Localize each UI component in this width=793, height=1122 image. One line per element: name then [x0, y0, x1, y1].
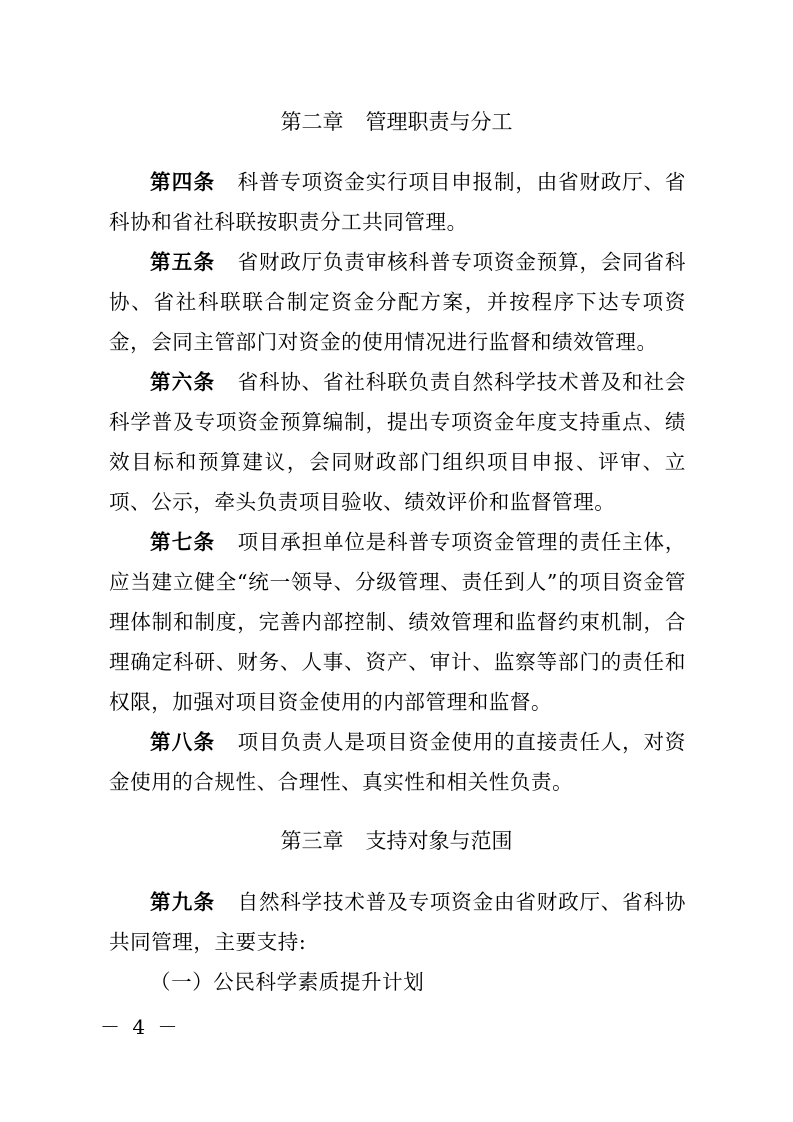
chapter-title: 管理职责与分工 [365, 110, 513, 134]
article-number: 第六条 [150, 370, 216, 394]
article-7 [109, 522, 686, 722]
article-text: 省财政厅负责审核科普专项资金预算，会同省科协、省社科联联合制定资金分配方案，并按程序下达专项资金，会同主管部门对资金的使用情况进行监督和绩效管理。 [109, 250, 687, 354]
article-text: 自然科学技术普及专项资金由省财政厅、省科协共同管理，主要支持: [109, 890, 687, 954]
article-6 [109, 362, 686, 522]
article-text: 省科协、省社科联负责自然科学技术普及和社会科学普及专项资金预算编制，提出专项资金年度支持重点、绩效目标和预算建议，会同财政部门组织项目申报、评审、立项、公示，牵头负责项目验收、绩效评价和监督管理。 [109, 370, 687, 514]
article-5 [109, 242, 686, 362]
article-text: 科普专项资金实行项目申报制，由省财政厅、省科协和省社科联按职责分工共同管理。 [109, 170, 687, 234]
article-number: 第五条 [150, 250, 216, 274]
article-text: 项目负责人是项目资金使用的直接责任人，对资金使用的合规性、合理性、真实性和相关性负责。 [109, 730, 687, 794]
article-9 [109, 882, 686, 962]
chapter-title: 支持对象与范围 [365, 829, 513, 853]
chapter-number: 第三章 [280, 829, 344, 853]
chapter-heading-3 [0, 826, 793, 856]
article-number: 第七条 [150, 530, 216, 554]
article-number: 第四条 [150, 170, 216, 194]
article-text: 项目承担单位是科普专项资金管理的责任主体，应当建立健全“统一领导、分级管理、责任到人”的项目资金管理体制和制度，完善内部控制、绩效管理和监督约束机制，合理确定科研、财务、人事、资产、审计、监察等部门的责任和权限，加强对项目资金使用的内部管理和监督。 [109, 530, 687, 714]
chapter-heading-2 [0, 107, 793, 137]
article-4 [109, 162, 686, 242]
chapter-number: 第二章 [280, 110, 344, 134]
list-item-1: （一）公民科学素质提升计划 [150, 970, 425, 994]
page-number: － 4 － [100, 1015, 181, 1039]
article-8 [109, 722, 686, 802]
article-number: 第九条 [150, 890, 216, 914]
article-number: 第八条 [150, 730, 216, 754]
